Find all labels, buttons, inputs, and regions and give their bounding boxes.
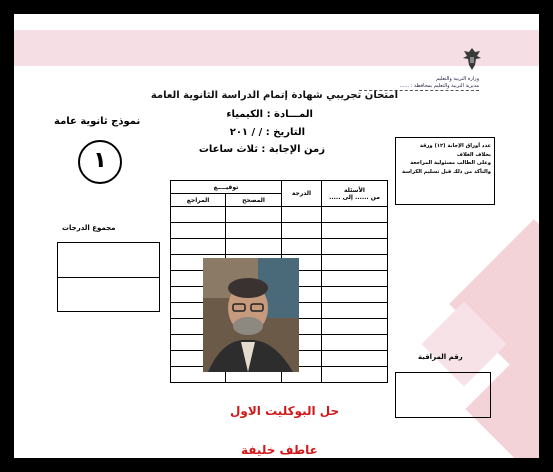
questions-header: الأسئلة من ...... إلى .....	[322, 181, 388, 207]
directorate-name: مديرية التربية والتعليم بمحافظة : ......	[359, 83, 479, 91]
model-label: نموذج ثانوية عامة	[54, 116, 141, 127]
ministry-header	[359, 76, 479, 91]
subject-line: المـــادة : الكيمياء	[226, 109, 313, 120]
note-line: والتأكد من ذلك قبل تسليم الكراسة	[401, 168, 491, 175]
ministry-name: وزارة التربية والتعليم	[436, 76, 479, 82]
total-grades-box[interactable]	[57, 242, 160, 312]
corrector-header: المصحح	[226, 194, 282, 207]
reviewer-header: المراجع	[171, 194, 226, 207]
note-line: عدد أوراق الإجابة (١٢) ورقة	[419, 143, 491, 149]
supervision-number-label: رقم المراقبة	[418, 353, 463, 361]
author-photo	[203, 258, 299, 372]
model-number-badge: ١	[78, 140, 122, 184]
solution-caption: حل البوكليت الاول	[230, 404, 340, 418]
author-name: عاطف خليفة	[241, 443, 318, 457]
signature-header: توقيــــع	[171, 181, 282, 194]
table-row	[171, 223, 388, 239]
answer-sheets-note	[395, 137, 495, 205]
exam-title: امتحان تجريبي شهادة إتمام الدراسة الثانوية العامة	[150, 90, 398, 101]
note-line: وعلى الطالب مسئولية المراجعة	[410, 160, 491, 166]
total-grades-label: مجموع الدرجات	[62, 224, 116, 232]
eagle-emblem-icon	[460, 46, 484, 72]
table-row	[171, 239, 388, 255]
duration-line: زمن الإجابة : ثلاث ساعات	[198, 144, 325, 155]
grade-header: الدرجة	[282, 181, 322, 207]
supervision-number-box[interactable]	[395, 372, 491, 418]
table-row	[171, 207, 388, 223]
divider	[58, 277, 159, 278]
date-line: التاريخ : / / ٢٠١	[229, 127, 305, 138]
note-line: بخلاف الغلاف	[456, 151, 491, 158]
